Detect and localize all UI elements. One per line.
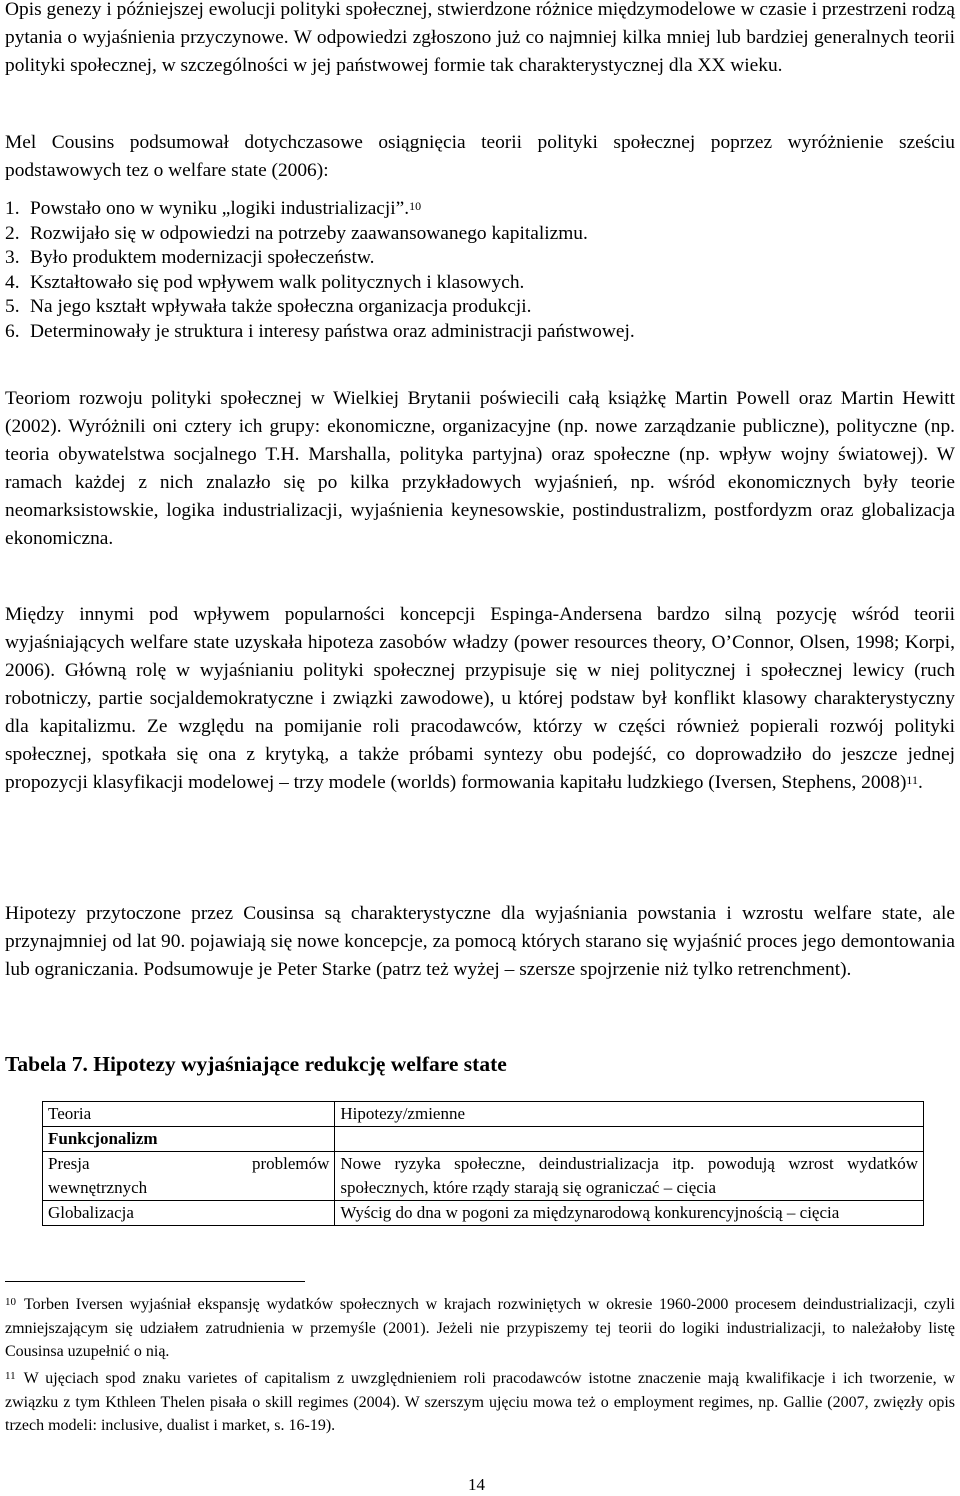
- list-item: 2. Rozwijało się w odpowiedzi na potrzeby zaawansowanego kapitalizmu.: [5, 222, 588, 244]
- table-cell: Presja problemów wewnętrznych: [43, 1152, 335, 1201]
- footnote-separator: [5, 1281, 305, 1282]
- hypotheses-table: [42, 1101, 924, 1226]
- table-row: [43, 1152, 924, 1201]
- footnote-number: 11: [5, 1370, 16, 1382]
- table-section-row: [43, 1127, 924, 1152]
- table-header-cell: Hipotezy/zmienne: [335, 1102, 924, 1127]
- footnote-10: $^{10}$ Torben Iversen wyjaśniał ekspansję wydatków społecznych w krajach rozwiniętych w okresie 1960-2000 procesem deindustrializacji, czyli zmniejszającym się udziałem zatrudnienia w przemyśle (2001). Jeżeli nie przypiszemy tej teorii do logiki industrializacji, to należałoby listę Cousinsa uzupełnić o nią.: [5, 1296, 955, 1360]
- paragraph-starke: Hipotezy przytoczone przez Cousinsa są charakterystyczne dla wyjaśniania powstania i wzrostu welfare state, ale przynajmniej od lat 90. pojawiają się nowe koncepcje, za pomocą których starano się wyjaśnić proces jego demontowania lub ograniczania. Podsumowuje je Peter Starke (patrz też wyżej – szersze spojrzenie niż tylko retrenchment).: [5, 903, 955, 980]
- table-row: [43, 1201, 924, 1226]
- list-item: 3. Było produktem modernizacji społeczeństw.: [5, 247, 375, 268]
- table-cell: Globalizacja: [43, 1201, 335, 1226]
- footnote-11: $^{11}$ W ujęciach spod znaku varietes of capitalism z uwzględnieniem roli pracodawców istotne znaczenie mają kwalifikacje i ich tworzenie, w związku z tym Kthleen Thelen pisała o skill regimes (2004). W szerszym ujęciu mowa też o employment regimes, np. Gallie (2007, zwięzły opis trzech modeli: inclusive, dualist i market, s. 16-19).: [5, 1370, 955, 1434]
- page-number: 14: [468, 1475, 485, 1494]
- table-cell: [335, 1127, 924, 1152]
- table-section-cell: Funkcjonalizm: [43, 1127, 335, 1152]
- list-item: 4. Kształtowało się pod wpływem walk politycznych i klasowych.: [5, 271, 525, 293]
- table-header-cell: Teoria: [43, 1102, 335, 1127]
- footnote-ref-11[interactable]: 11: [906, 773, 918, 787]
- paragraph-cousins: Mel Cousins podsumował dotychczasowe osiągnięcia teorii polityki społecznej poprzez wyróżnienie sześciu podstawowych tez o welfare state (2006):: [5, 132, 955, 181]
- list-item: 5. Na jego kształt wpływała także społeczna organizacja produkcji.: [5, 296, 532, 317]
- table-cell: Nowe ryzyka społeczne, deindustrializacja itp. powodują wzrost wydatków społecznych, które rządy starają się ograniczać – cięcia: [335, 1152, 924, 1201]
- list-item: 1. Powstało ono w wyniku „logiki industrializacji”.$^{10}$: [5, 198, 422, 219]
- paragraph-powell-hewitt: Teoriom rozwoju polityki społecznej w Wielkiej Brytanii poświecili całą książkę Martin Powell oraz Martin Hewitt (2002). Wyróżnili oni cztery ich grupy: ekonomiczne, organizacyjne (np. nowe zarządzanie publiczne), polityczne (np. teoria obywatelstwa socjalnego T.H. Marshalla, polityka partyjna) oraz społeczne (np. wpływ wojny światowej). W ramach każdej z nich znalazło się po kilka przykładowych wyjaśnień, np. wśród ekonomicznych były teorie neomarksistowskie, logika industrializacji, wyjaśnienia keynesowskie, postindustralizm, postfordyzm oraz globalizacja ekonomiczna.: [5, 388, 955, 549]
- hypotheses-list: [5, 197, 635, 344]
- table-cell: Wyścig do dna w pogoni za międzynarodową konkurencyjnością – cięcia: [335, 1201, 924, 1226]
- list-item: 6. Determinowały je struktura i interesy państwa oraz administracji państwowej.: [5, 320, 635, 342]
- footnote-number: 10: [5, 1296, 16, 1308]
- paragraph-power-resources: Między innymi pod wpływem popularności koncepcji Espinga-Andersena bardzo silną pozycję wśród teorii wyjaśniających welfare state uzyskała hipoteza zasobów władzy (power resources theory, O’Connor, Olsen, 1998; Korpi, 2006). Główną rolę w wyjaśnianiu polityki społecznej przypisuje się w niej politycznej i społecznej lewicy (ruch robotniczy, partie socjaldemokratyczne i związki zawodowe), u której podstaw był konflikt klasowy charakterystyczny dla kapitalizmu. Ze względu na pomijanie roli pracodawców, którzy w części również popierali rozwój polityki społecznej, spotkała się ona z krytyką, a także próbami syntezy obu podejść, co doprowadziło do jeszcze jednej propozycji klasyfikacji modelowej – trzy modele (worlds) formowania kapitału ludzkiego (Iversen, Stephens, 2008)$^{11}$.: [5, 604, 955, 793]
- footnote-ref-10[interactable]: 10: [409, 199, 422, 213]
- table-header-row: [43, 1102, 924, 1127]
- table-title: Tabela 7. Hipotezy wyjaśniające redukcję welfare state: [5, 1052, 507, 1076]
- paragraph-intro: Opis genezy i późniejszej ewolucji polityki społecznej, stwierdzone różnice międzymodelowe w czasie i przestrzeni rodzą pytania o wyjaśnienia przyczynowe. W odpowiedzi zgłoszono już co najmniej kilka mniej lub bardziej generalnych teorii polityki społecznej, w szczególności w jej państwowej formie tak charakterystycznej dla XX wieku.: [5, 0, 955, 76]
